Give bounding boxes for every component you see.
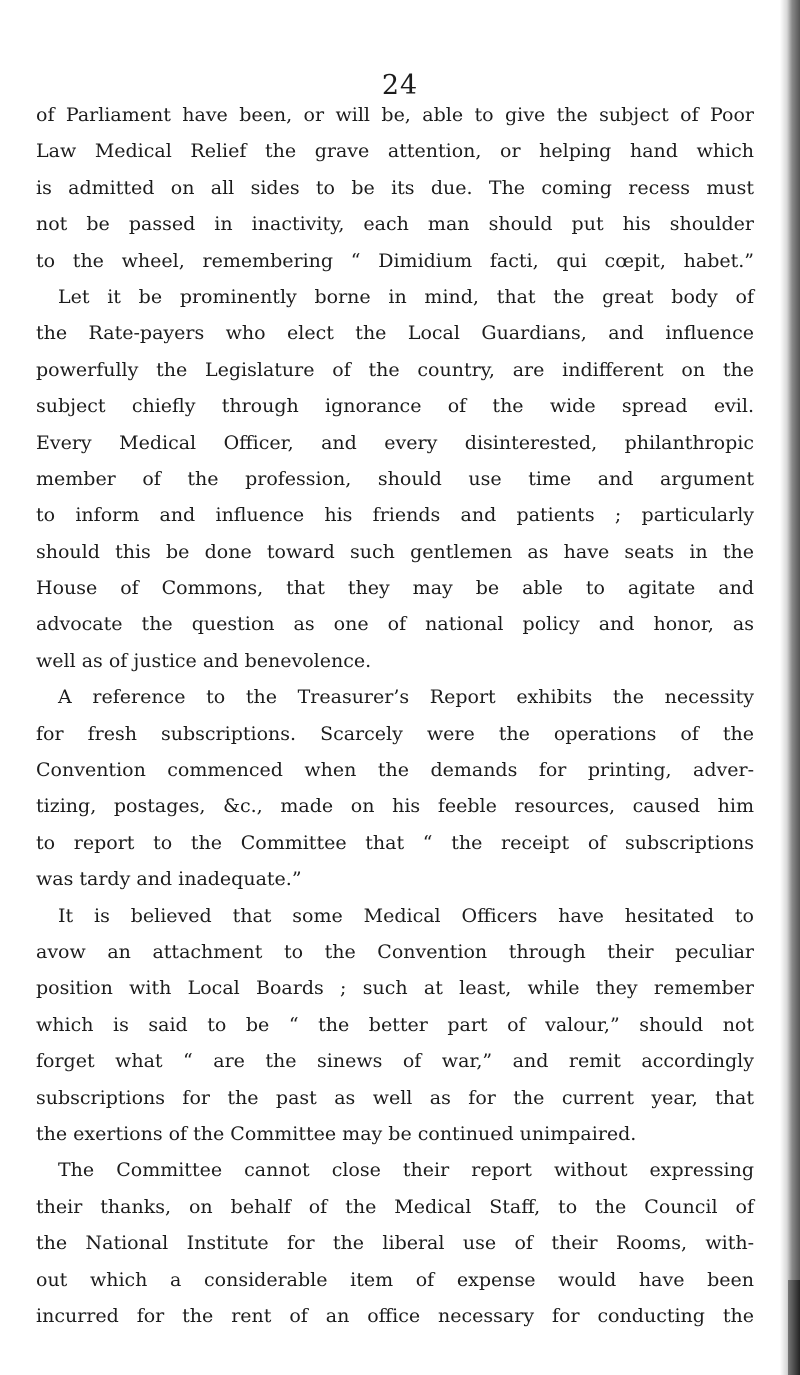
text-line: position with Local Boards ; such at least, while they remember (36, 977, 754, 1000)
text-line: should this be done toward such gentlemen as have seats in the (36, 540, 754, 563)
page-corner-shadow (788, 1280, 800, 1375)
text-line: The Committee cannot close their report without expressing (58, 1159, 754, 1182)
text-line: to report to the Committee that “ the receipt of subscriptions (36, 831, 754, 854)
body-text (36, 97, 754, 1334)
text-line: Convention commenced when the demands for printing, adver- (36, 759, 754, 782)
text-line: subject chiefly through ignorance of the wide spread evil. (36, 395, 754, 418)
text-line: their thanks, on behalf of the Medical Staff, to the Council of (36, 1195, 754, 1218)
text-line: tizing, postages, &c., made on his feeble resources, caused him (36, 795, 754, 818)
text-line: is admitted on all sides to be its due. The coming recess must (36, 176, 754, 199)
text-line: Every Medical Officer, and every disinterested, philanthropic (36, 431, 754, 454)
text-line: out which a considerable item of expense would have been (36, 1268, 754, 1291)
text-line: advocate the question as one of national policy and honor, as (36, 613, 754, 636)
text-line: Let it be prominently borne in mind, that the great body of (58, 285, 754, 308)
text-line: It is believed that some Medical Officers have hesitated to (58, 904, 754, 927)
text-line: to the wheel, remembering “ Dimidium facti, qui cœpit, habet.” (36, 249, 754, 272)
text-line: the exertions of the Committee may be continued unimpaired. (36, 1122, 637, 1145)
text-line: incurred for the rent of an office necessary for conducting the (36, 1304, 754, 1327)
text-line: not be passed in inactivity, each man should put his shoulder (36, 213, 754, 236)
text-line: the National Institute for the liberal use of their Rooms, with- (36, 1232, 754, 1255)
page-edge-shadow (780, 0, 800, 1375)
text-line: member of the profession, should use time and argument (36, 467, 754, 490)
text-line: the Rate-payers who elect the Local Guardians, and influence (36, 322, 754, 345)
text-line: of Parliament have been, or will be, able to give the subject of Poor (36, 104, 754, 126)
text-line: House of Commons, that they may be able to agitate and (36, 577, 754, 600)
page-number: 24 (381, 70, 419, 101)
text-line: which is said to be “ the better part of valour,” should not (36, 1013, 754, 1036)
text-line: was tardy and inadequate.” (36, 868, 302, 891)
text-line: for fresh subscriptions. Scarcely were the operations of the (36, 722, 754, 745)
text-line: subscriptions for the past as well as for the current year, that (36, 1086, 754, 1109)
text-line: forget what “ are the sinews of war,” and remit accordingly (36, 1050, 754, 1073)
text-line: A reference to the Treasurer’s Report exhibits the necessity (58, 686, 754, 709)
text-line: Law Medical Relief the grave attention, or helping hand which (36, 140, 754, 163)
text-line: well as of justice and benevolence. (36, 649, 372, 672)
text-line: avow an attachment to the Convention through their peculiar (36, 940, 754, 963)
text-line: powerfully the Legislature of the country, are indifferent on the (36, 358, 754, 381)
text-line: to inform and influence his friends and patients ; particularly (36, 504, 754, 527)
